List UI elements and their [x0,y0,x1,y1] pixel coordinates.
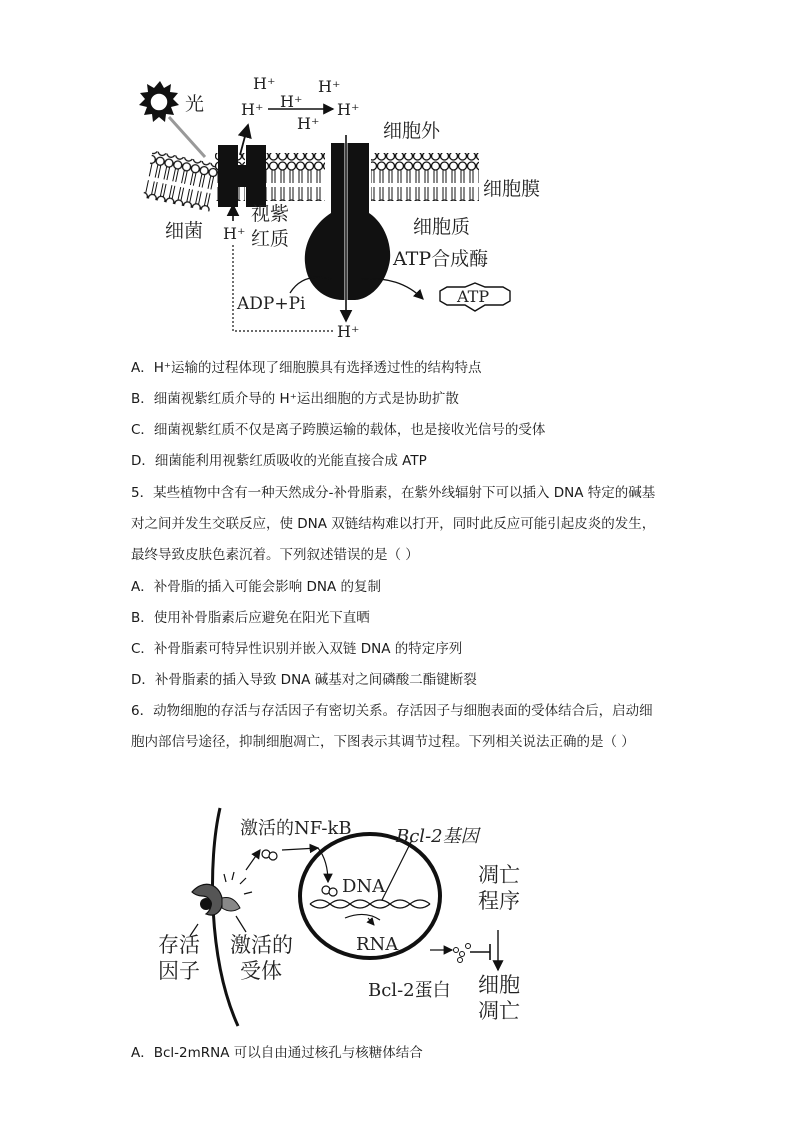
q6-stem: 6．动物细胞的存活与存活因子有密切关系。存活因子与细胞表面的受体结合后，启动细胞内部信号途径，抑制细胞凋亡，下图表示其调节过程。下列相关说法正确的是（ ） [131,703,653,750]
h-ion-top-2: H⁺ [318,77,341,96]
survival-factor-label-1: 存活 [158,933,200,957]
q5-option-a: A．补骨脂的插入可能会影响 DNA 的复制 [131,579,382,595]
adp-label: ADP+Pi [237,294,306,314]
cell-membrane-curve [213,808,238,1026]
receptor-label-1: 激活的 [230,933,293,957]
dna-label: DNA [342,876,386,897]
h-ion-top-4: H⁺ [280,92,303,111]
dna-helix [310,900,430,908]
cytoplasm-label: 细胞质 [413,216,471,238]
h-ion-top-1: H⁺ [253,74,276,93]
sun-icon [139,81,179,122]
receptor-shape [192,884,240,915]
h-ion-bottom: H⁺ [337,322,360,341]
bcl2-protein-label: Bcl-2蛋白 [368,980,451,1001]
apoptosis-figure [150,800,540,1030]
membrane-transport-figure [125,65,545,345]
nfkb-label: 激活的NF-kB [240,818,352,839]
apoptosis-program-label-1: 凋亡 [478,863,520,887]
h-ion-left: H⁺ [223,224,246,243]
rhodopsin-label-1: 视紫 [251,203,290,225]
q5-stem: 5．某些植物中含有一种天然成分-补骨脂素，在紫外线辐射下可以插入 DNA 特定的碱基对之间并发生交联反应，使 DNA 双链结构难以打开，同时此反应可能引起皮炎的发生，最终导致皮肤色素沉着。下列叙述错误的是（ ） [131,485,656,563]
q6-option-a: A．Bcl-2mRNA 可以自由通过核孔与核糖体结合 [131,1045,423,1061]
q5-option-c: C．补骨脂素可特异性识别并嵌入双链 DNA 的特定序列 [131,641,463,657]
atp-synthase-label: ATP合成酶 [393,248,489,270]
cell-death-label-2: 凋亡 [478,999,520,1023]
membrane-label: 细胞膜 [483,178,541,200]
h-ion-top-3: H⁺ [241,100,264,119]
q4-option-d: D．细菌能利用视紫红质吸收的光能直接合成 ATP [131,453,427,469]
outside-label: 细胞外 [383,120,441,142]
cell-death-label-1: 细胞 [478,973,520,997]
lipid-bilayer [143,150,479,211]
q4-option-c: C．细菌视紫红质不仅是离子跨膜运输的载体，也是接收光信号的受体 [131,422,546,438]
q5-option-d: D．补骨脂素的插入导致 DNA 碱基对之间磷酸二酯键断裂 [131,672,477,688]
survival-factor-label-2: 因子 [158,959,200,983]
bcl2-gene-label: Bcl-2基因 [396,826,479,847]
q5-option-b: B．使用补骨脂素后应避免在阳光下直晒 [131,610,370,626]
atp-label: ATP [457,287,490,306]
q4-option-a: A．H⁺运输的过程体现了细胞膜具有选择透过性的结构特点 [131,360,482,376]
rhodopsin-label-2: 红质 [251,228,290,250]
h-ion-right: H⁺ [337,100,360,119]
apoptosis-program-label-2: 程序 [478,889,520,913]
h-ion-top-5: H⁺ [297,114,320,133]
receptor-label-2: 受体 [240,959,282,983]
bacteria-label: 细菌 [165,220,204,242]
light-label: 光 [185,93,205,115]
q4-option-b: B．细菌视紫红质介导的 H⁺运出细胞的方式是协助扩散 [131,391,459,407]
rna-label: RNA [356,934,399,955]
